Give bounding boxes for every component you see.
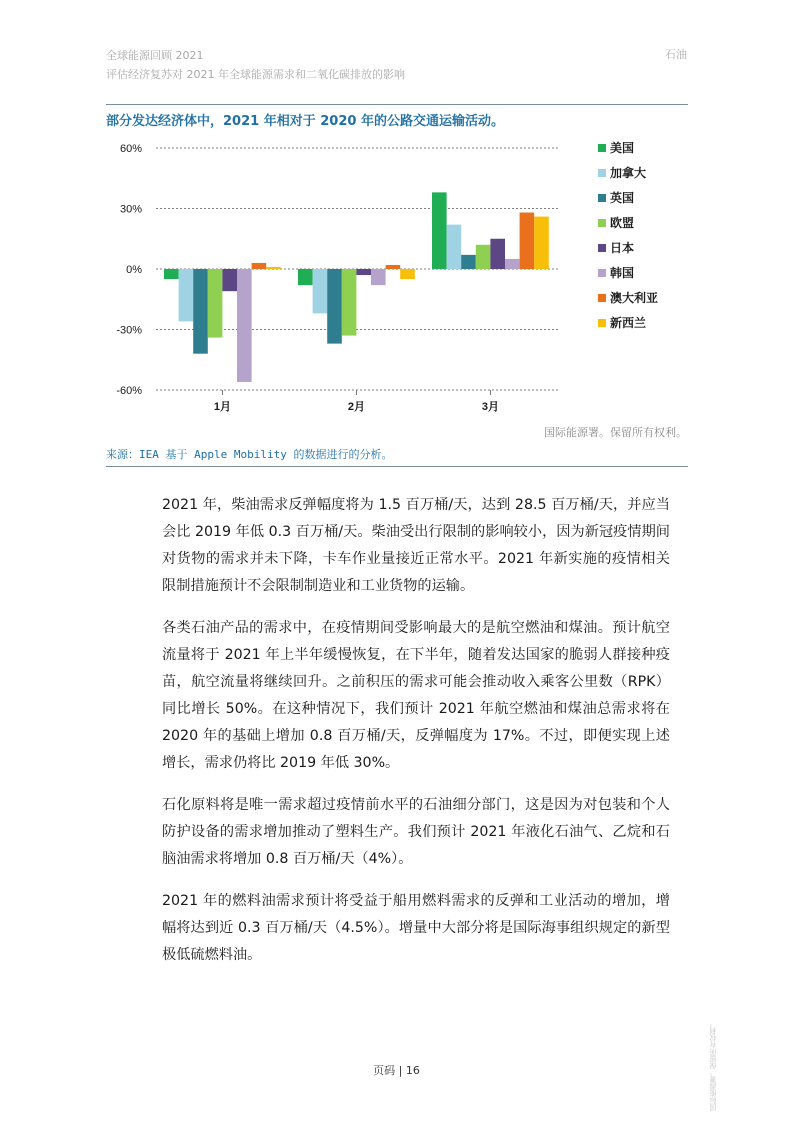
- legend-swatch: [598, 319, 606, 327]
- bar: [222, 269, 237, 291]
- source-note: 来源：IEA 基于 Apple Mobility 的数据进行的分析。: [106, 448, 393, 461]
- paragraph: 2021 年的燃料油需求预计将受益于船用燃料需求的反弹和工业活动的增加，增幅将达到近 0.3 百万桶/天（4.5%）。增量中大部分将是国际海事组织规定的新型极低硫燃料油。: [162, 893, 670, 963]
- y-tick-label: 30%: [119, 203, 142, 216]
- x-tick-label: 1月: [213, 401, 231, 413]
- bar: [386, 265, 401, 269]
- copyright-note: 国际能源署。保留所有权利。: [544, 426, 687, 439]
- legend-label: 美国: [610, 141, 635, 155]
- bar: [400, 269, 415, 279]
- legend-swatch: [598, 144, 606, 152]
- bar: [447, 225, 462, 269]
- bar: [327, 269, 342, 344]
- legend-label: 日本: [610, 241, 635, 255]
- bar: [237, 269, 252, 382]
- side-watermark: 国际能源署。保留所有权利。: [709, 1020, 717, 1111]
- bar-chart: [106, 136, 666, 422]
- legend-swatch: [598, 169, 606, 177]
- paragraph: 2021 年，柴油需求反弹幅度将为 1.5 百万桶/天，达到 28.5 百万桶/天，并应当会比 2019 年低 0.3 百万桶/天。柴油受出行限制的影响较小，因为新冠疫情期间对货物的需求并未下降，卡车作业量接近正常水平。2021 年新实施的疫情相关限制措施预计不会限制制造业和工业货物的运输。: [162, 497, 670, 594]
- bar: [313, 269, 328, 313]
- x-tick-label: 2月: [347, 401, 365, 413]
- bar: [208, 269, 223, 338]
- legend-swatch: [598, 244, 606, 252]
- bar: [164, 269, 179, 279]
- y-tick-label: 0%: [126, 264, 142, 276]
- top-divider: [106, 104, 688, 105]
- bar: [179, 269, 194, 321]
- bar: [461, 255, 476, 269]
- bar: [490, 239, 505, 269]
- legend-swatch: [598, 219, 606, 227]
- bar: [476, 245, 491, 269]
- bar: [298, 269, 313, 285]
- bar: [505, 259, 520, 269]
- legend-label: 澳大利亚: [610, 291, 659, 305]
- header-subtitle: 评估经济复苏对 2021 年全球能源需求和二氧化碳排放的影响: [106, 68, 405, 81]
- legend-swatch: [598, 194, 606, 202]
- bar: [520, 213, 535, 269]
- bar: [266, 267, 281, 269]
- y-tick-label: -60%: [116, 385, 142, 397]
- bar: [371, 269, 386, 285]
- y-tick-label: -30%: [116, 324, 142, 337]
- header-section: 石油: [665, 48, 687, 61]
- legend-swatch: [598, 269, 606, 277]
- bar: [432, 192, 447, 269]
- bar: [356, 269, 371, 275]
- chart-title: 部分发达经济体中，2021 年相对于 2020 年的公路交通运输活动。: [106, 114, 504, 129]
- legend-label: 英国: [610, 191, 635, 205]
- legend-label: 欧盟: [610, 216, 635, 230]
- legend-label: 韩国: [610, 266, 635, 280]
- body-text: [162, 492, 670, 984]
- bar: [342, 269, 357, 336]
- legend-swatch: [598, 294, 606, 302]
- legend-label: 加拿大: [610, 166, 647, 180]
- paragraph: 各类石油产品的需求中，在疫情期间受影响最大的是航空燃油和煤油。预计航空流量将于 2021 年上半年缓慢恢复，在下半年，随着发达国家的脆弱人群接种疫苗，航空流量将继续回升。之前积压的需求可能会推动收入乘客公里数（RPK）同比增长 50%。在这种情况下，我们预计 2021 年航空燃油和煤油总需求将在 2020 年的基础上增加 0.8 百万桶/天，反弹幅度为 17%。不过，即便实现上述增长，需求仍将比 2019 年低 30%。: [162, 620, 670, 771]
- x-tick-label: 3月: [481, 401, 499, 413]
- paragraph: 石化原料将是唯一需求超过疫情前水平的石油细分部门，这是因为对包装和个人防护设备的需求增加推动了塑料生产。我们预计 2021 年液化石油气、乙烷和石脑油需求将增加 0.8 百万桶/天（4%）。: [162, 797, 670, 867]
- legend-label: 新西兰: [610, 316, 647, 330]
- bar: [252, 263, 267, 269]
- y-tick-label: 60%: [119, 143, 142, 155]
- page-number: 页码 | 16: [373, 1064, 420, 1077]
- bar: [534, 217, 549, 269]
- bar: [193, 269, 208, 354]
- bottom-divider: [106, 466, 688, 467]
- header-report-title: 全球能源回顾 2021: [106, 49, 204, 62]
- header-title-block: [106, 46, 405, 84]
